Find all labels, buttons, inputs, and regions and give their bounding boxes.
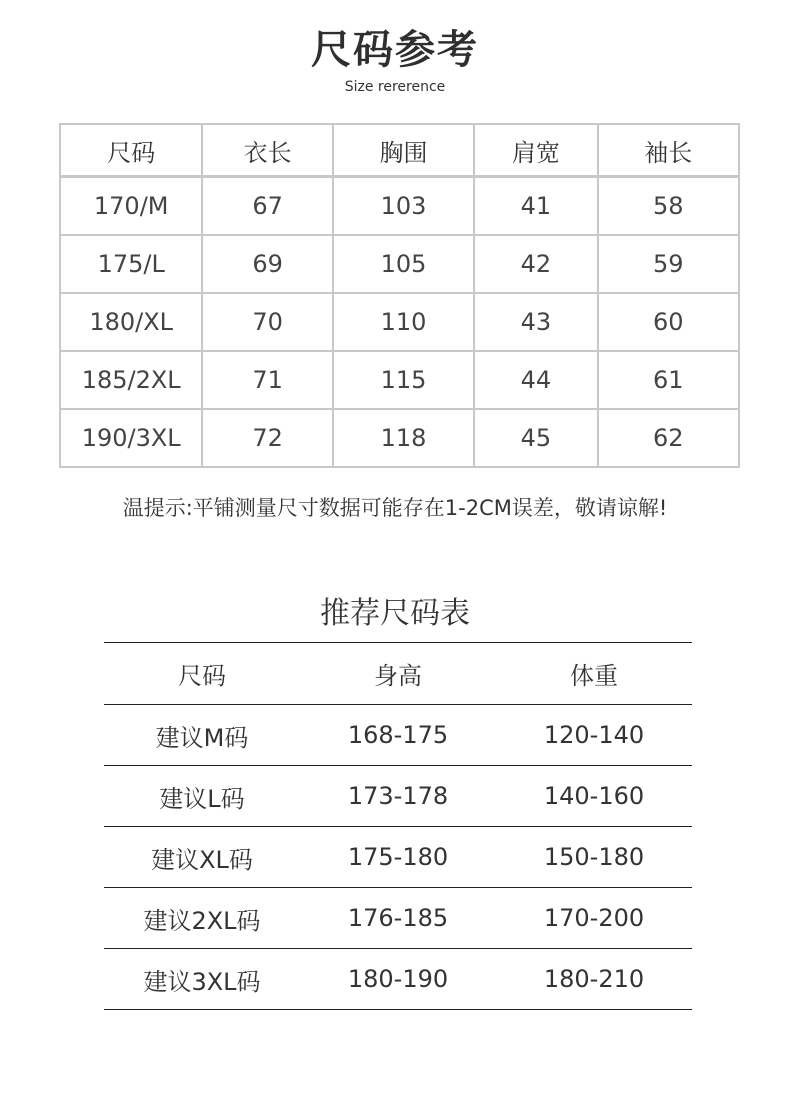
table-cell: 180-210 [496, 949, 692, 1010]
recommend-title: 推荐尺码表 [320, 596, 470, 631]
recommend-size-table [104, 642, 692, 1010]
table-cell: 建议3XL码 [104, 949, 300, 1010]
table-row [60, 235, 739, 293]
table-cell: 190/3XL [60, 409, 202, 467]
table-cell: 140-160 [496, 766, 692, 827]
recommend-table-header [104, 643, 692, 705]
table-row [60, 177, 739, 236]
table-cell: 72 [202, 409, 332, 467]
table-row [60, 409, 739, 467]
table-cell: 59 [598, 235, 739, 293]
recommend-col-height: 身高 [300, 643, 496, 705]
table-cell: 62 [598, 409, 739, 467]
table-cell: 42 [474, 235, 597, 293]
table-row [104, 827, 692, 888]
table-cell: 115 [333, 351, 474, 409]
table-cell: 69 [202, 235, 332, 293]
table-cell: 43 [474, 293, 597, 351]
table-cell: 58 [598, 177, 739, 236]
table-row [60, 351, 739, 409]
table-row [104, 949, 692, 1010]
table-cell: 41 [474, 177, 597, 236]
size-col-size: 尺码 [60, 124, 202, 177]
page-subtitle: Size rererence [344, 79, 446, 95]
table-cell: 168-175 [300, 705, 496, 766]
table-cell: 120-140 [496, 705, 692, 766]
table-cell: 103 [333, 177, 474, 236]
table-cell: 185/2XL [60, 351, 202, 409]
table-cell: 建议M码 [104, 705, 300, 766]
table-cell: 150-180 [496, 827, 692, 888]
table-cell: 61 [598, 351, 739, 409]
table-cell: 建议L码 [104, 766, 300, 827]
table-cell: 170/M [60, 177, 202, 236]
table-cell: 44 [474, 351, 597, 409]
table-cell: 180-190 [300, 949, 496, 1010]
size-col-shoulder: 肩宽 [474, 124, 597, 177]
size-table-header [60, 124, 739, 177]
table-cell: 67 [202, 177, 332, 236]
table-cell: 建议2XL码 [104, 888, 300, 949]
size-col-sleeve: 袖长 [598, 124, 739, 177]
table-cell: 45 [474, 409, 597, 467]
table-cell: 170-200 [496, 888, 692, 949]
measurement-note: 温提示:平铺测量尺寸数据可能存在1-2CM误差，敬请谅解! [122, 496, 668, 520]
table-cell: 173-178 [300, 766, 496, 827]
size-col-length: 衣长 [202, 124, 332, 177]
table-cell: 71 [202, 351, 332, 409]
page-title: 尺码参考 [311, 27, 479, 73]
table-row [60, 293, 739, 351]
size-col-chest: 胸围 [333, 124, 474, 177]
recommend-col-weight: 体重 [496, 643, 692, 705]
recommend-col-size: 尺码 [104, 643, 300, 705]
table-cell: 建议XL码 [104, 827, 300, 888]
table-cell: 175/L [60, 235, 202, 293]
table-cell: 118 [333, 409, 474, 467]
table-row [104, 766, 692, 827]
table-cell: 105 [333, 235, 474, 293]
table-cell: 70 [202, 293, 332, 351]
table-row [104, 705, 692, 766]
size-reference-table [59, 123, 740, 468]
table-cell: 180/XL [60, 293, 202, 351]
table-cell: 175-180 [300, 827, 496, 888]
table-cell: 60 [598, 293, 739, 351]
table-cell: 110 [333, 293, 474, 351]
table-cell: 176-185 [300, 888, 496, 949]
table-row [104, 888, 692, 949]
